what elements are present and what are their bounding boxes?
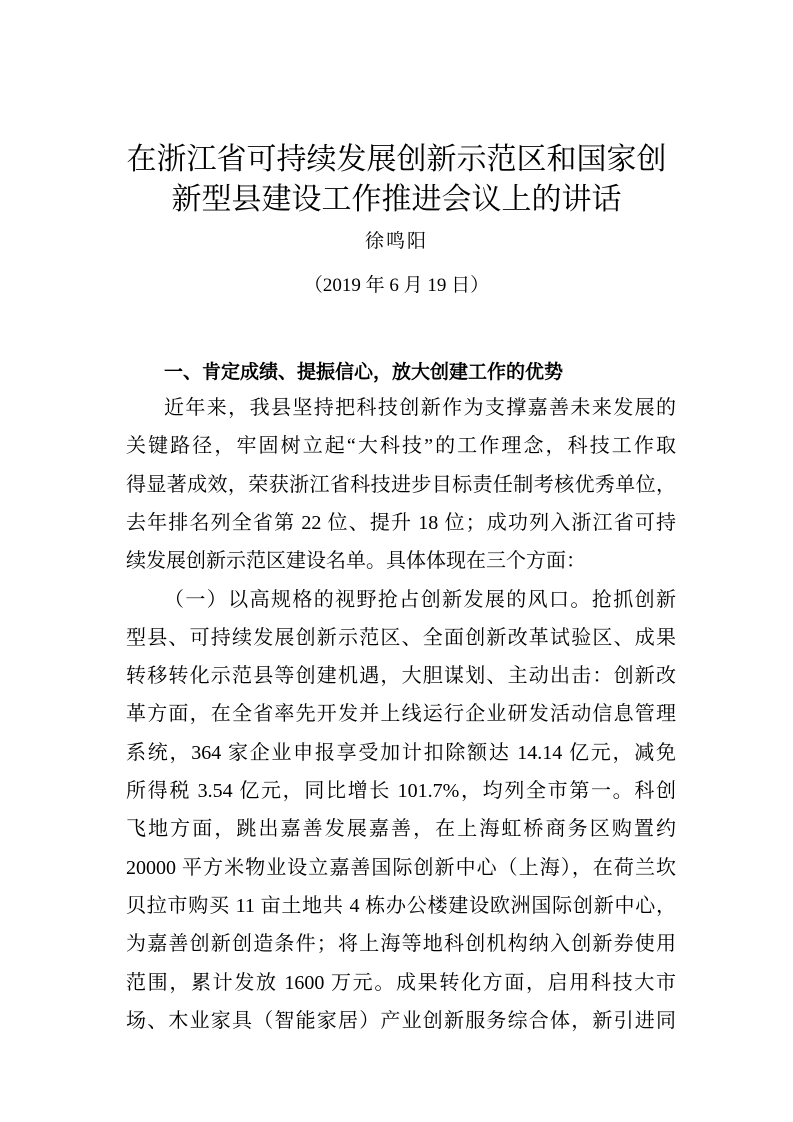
body-line: 贝拉市购买 11 亩土地共 4 栋办公楼建设欧洲国际创新中心， <box>126 894 676 917</box>
body-line: 革方面，在全省率先开发并上线运行企业研发活动信息管理 <box>126 703 676 726</box>
author: 徐鸣阳 <box>364 230 428 252</box>
body-line: 为嘉善创新创造条件；将上海等地科创机构纳入创新券使用 <box>126 933 676 956</box>
body-line: 所得税 3.54 亿元，同比增长 101.7%，均列全市第一。科创 <box>126 780 676 802</box>
body-line: 转移转化示范县等创建机遇，大胆谋划、主动出击：创新改 <box>126 665 676 688</box>
document-title-line-2: 新型县建设工作推进会议上的讲话 <box>171 182 622 217</box>
body-line: 得显著成效，荣获浙江省科技进步目标责任制考核优秀单位， <box>126 473 676 496</box>
section-heading: 一、肯定成绩、提振信心，放大创建工作的优势 <box>164 361 564 383</box>
body-line: 续发展创新示范区建设名单。具体体现在三个方面： <box>126 550 586 573</box>
date: （2019 年 6 月 19 日） <box>303 275 490 296</box>
body-line: 关键路径，牢固树立起“大科技”的工作理念，科技工作取 <box>126 435 676 458</box>
body-line: （一）以高规格的视野抢占创新发展的风口。抢抓创新 <box>164 588 676 611</box>
body-line: 20000 平方米物业设立嘉善国际创新中心（上海），在荷兰坎 <box>126 856 676 879</box>
body-line: 近年来，我县坚持把科技创新作为支撑嘉善未来发展的 <box>164 397 676 419</box>
body-line: 飞地方面，跳出嘉善发展嘉善，在上海虹桥商务区购置约 <box>126 818 676 841</box>
body-line: 系统，364 家企业申报享受加计扣除额达 14.14 亿元，减免 <box>126 741 676 764</box>
body-line: 型县、可持续发展创新示范区、全面创新改革试验区、成果 <box>126 626 676 649</box>
document-title-line-1: 在浙江省可持续发展创新示范区和国家创 <box>126 142 667 177</box>
body-line: 范围，累计发放 1600 万元。成果转化方面，启用科技大市 <box>126 971 676 994</box>
body-line: 去年排名列全省第 22 位、提升 18 位；成功列入浙江省可持 <box>126 511 676 534</box>
body-line: 场、木业家具（智能家居）产业创新服务综合体，新引进同 <box>126 1009 676 1032</box>
